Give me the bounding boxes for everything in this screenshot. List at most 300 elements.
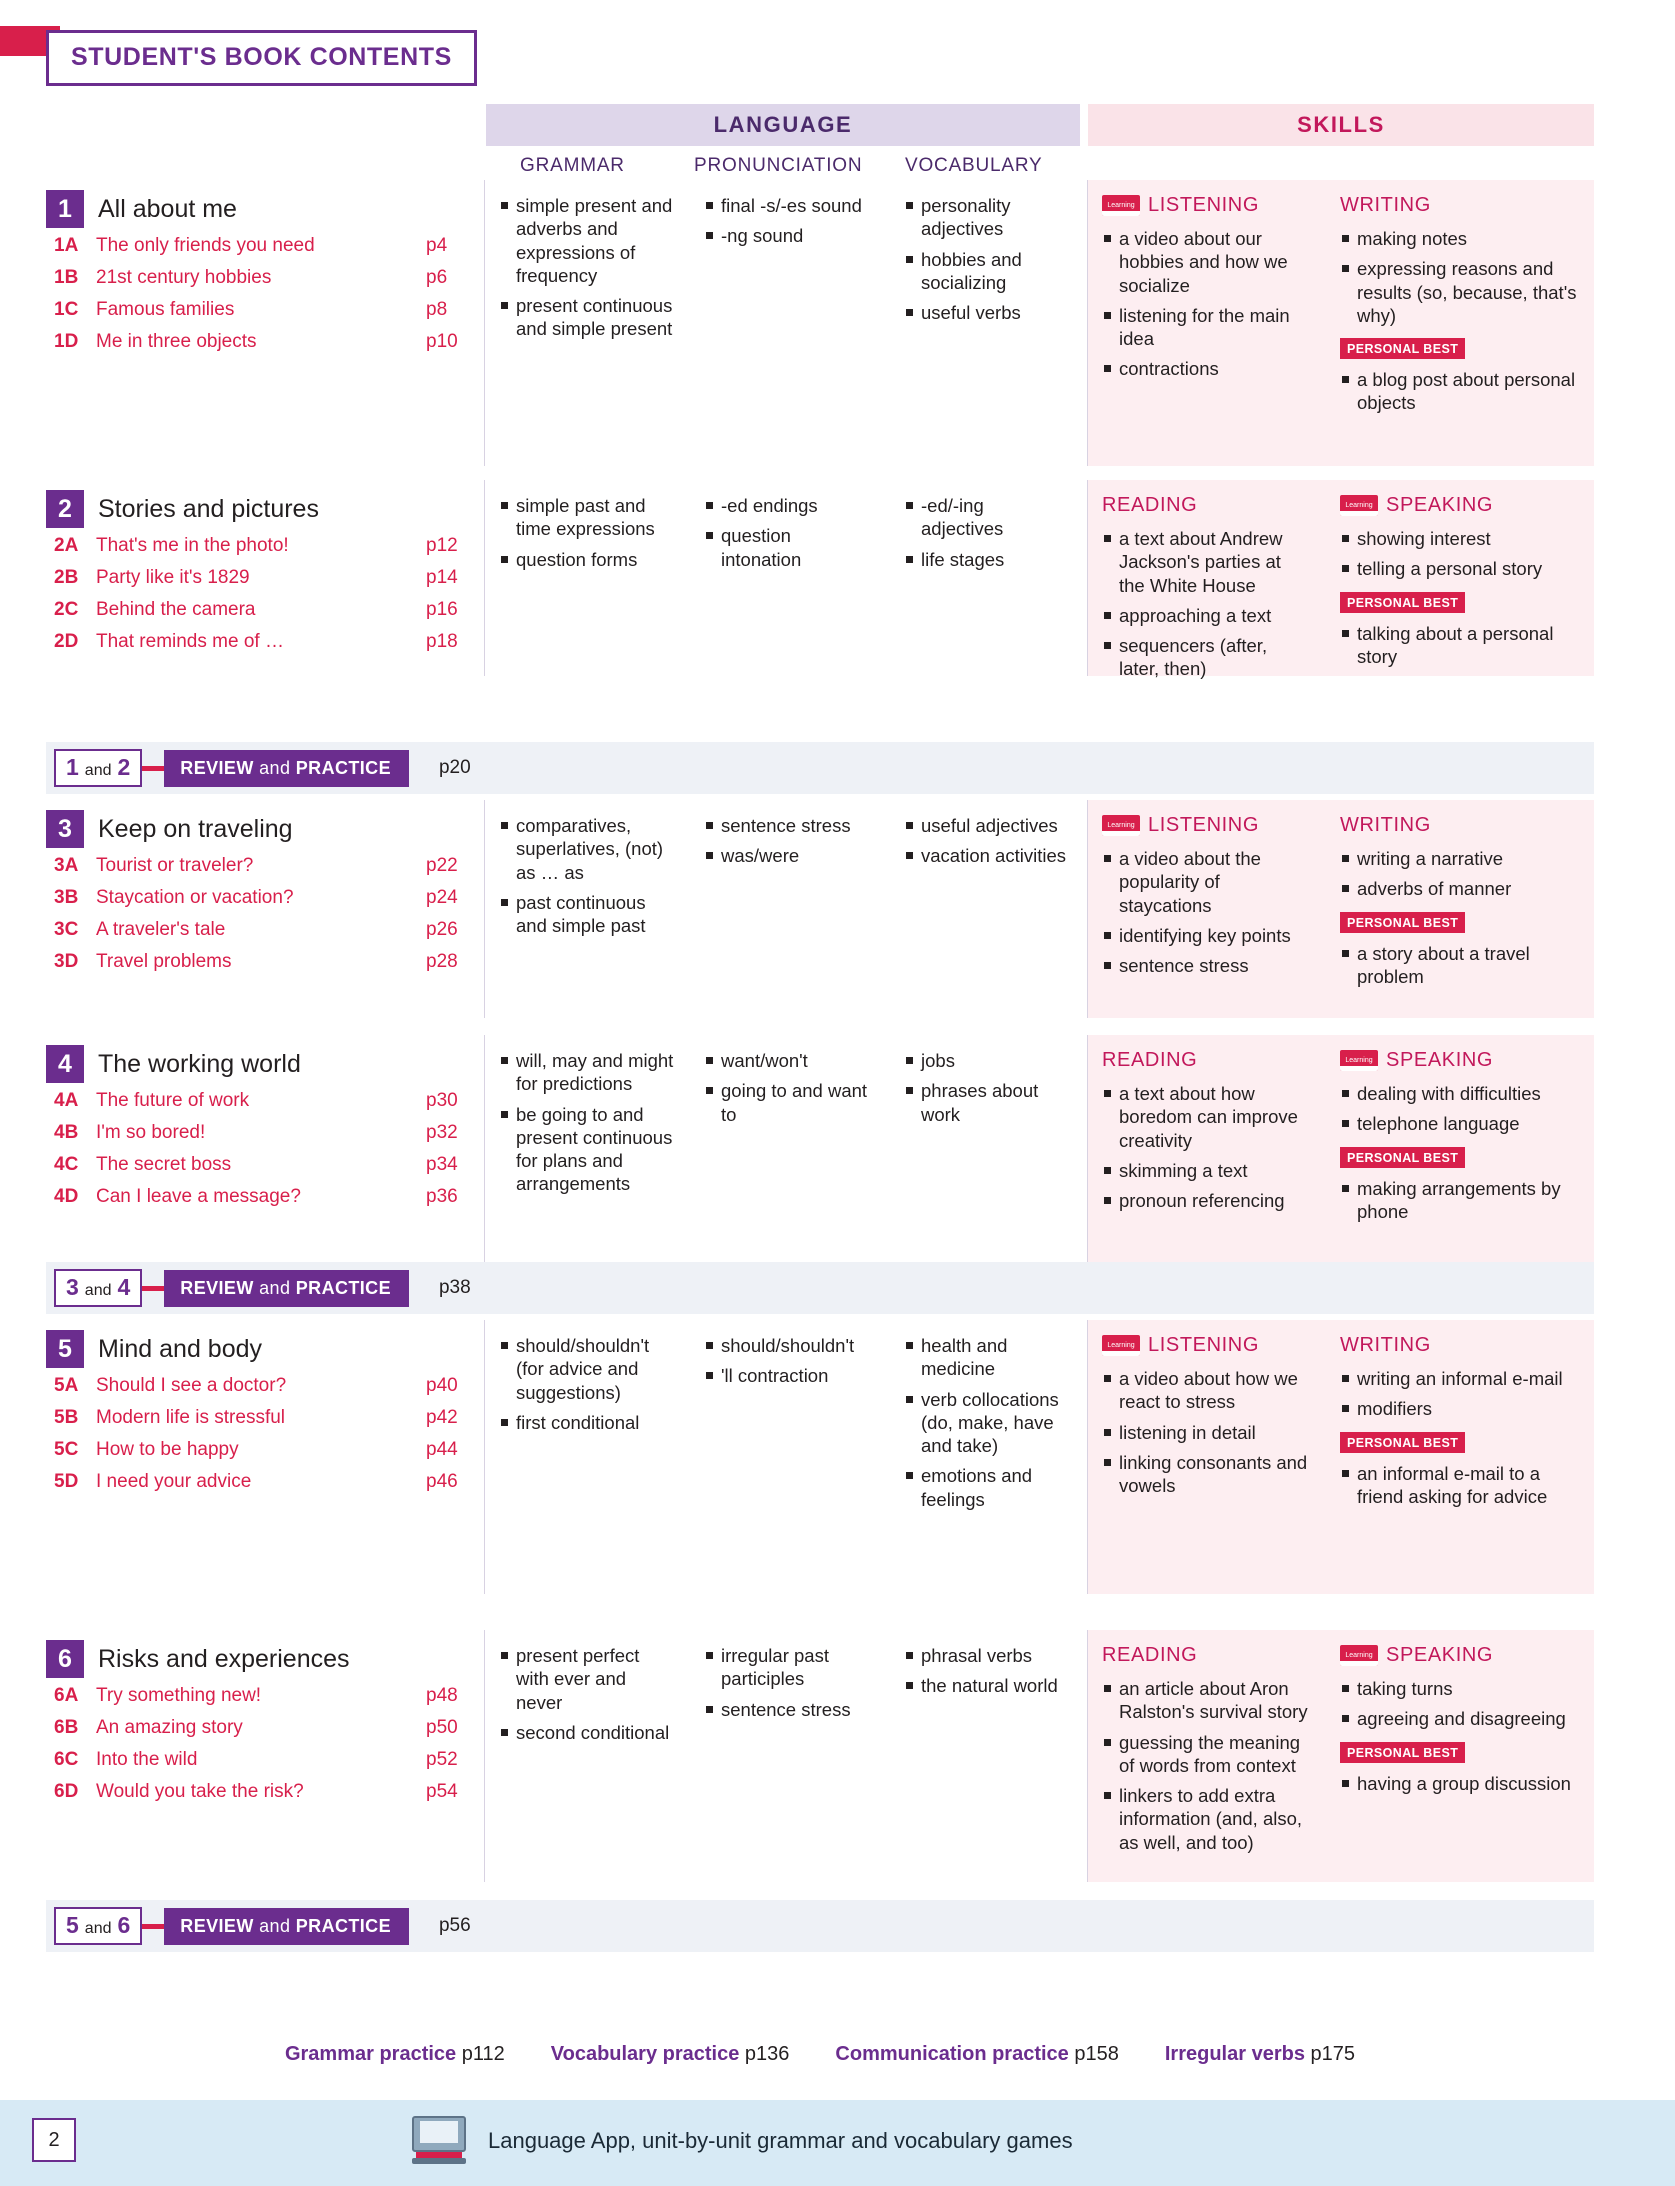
review-and-practice-row[interactable]: [46, 742, 1594, 794]
column-header-vocabulary: VOCABULARY: [905, 155, 1043, 176]
lesson-code: 4C: [54, 1153, 79, 1175]
lesson-entry[interactable]: [46, 632, 484, 653]
language-app-icon: [412, 2116, 466, 2164]
practice-link[interactable]: [1165, 2043, 1355, 2066]
lesson-code: 3A: [54, 855, 79, 876]
lesson-title: Into the wild: [96, 1748, 198, 1770]
lesson-page: p46: [426, 1470, 458, 1492]
list-item: sequencers (after, later, then): [1102, 634, 1310, 681]
language-columns: [484, 180, 1088, 466]
lesson-entry[interactable]: [46, 1123, 484, 1144]
lesson-page: p28: [426, 950, 458, 972]
practice-link-page: p175: [1304, 2043, 1356, 2065]
unit-heading: [46, 1045, 484, 1083]
page-title: [46, 30, 477, 86]
list-item: telling a personal story: [1340, 557, 1578, 580]
lesson-title: Would you take the risk?: [96, 1780, 304, 1802]
video-badge-icon: Learning: [1340, 1645, 1378, 1666]
practice-link[interactable]: [551, 2043, 790, 2066]
unit-heading: [46, 1330, 484, 1368]
skill-label-text: WRITING: [1340, 1334, 1431, 1356]
lesson-entry[interactable]: [46, 856, 484, 877]
lesson-title: That reminds me of …: [96, 630, 284, 652]
lesson-page: p44: [426, 1438, 458, 1460]
lesson-entry[interactable]: [46, 268, 484, 289]
vocabulary-cell: [890, 180, 1087, 466]
review-units: [54, 1907, 142, 1945]
practice-word: PRACTICE: [295, 757, 391, 778]
review-and-word: and: [84, 1282, 112, 1299]
list-item: first conditional: [499, 1411, 674, 1434]
skill-heading: [1102, 194, 1310, 217]
skill-label-text: WRITING: [1340, 194, 1431, 216]
list-item: identifying key points: [1102, 924, 1310, 947]
vocabulary-cell: [890, 800, 1087, 1018]
list-item: a text about how boredom can improve creativity: [1102, 1082, 1310, 1152]
unit-summary: [46, 800, 484, 1018]
list-item: -ed/-ing adjectives: [904, 494, 1071, 541]
list-item: personality adjectives: [904, 194, 1071, 241]
list-item: jobs: [904, 1049, 1071, 1072]
lesson-page: p18: [426, 630, 458, 652]
skill-label-text: READING: [1102, 1049, 1198, 1071]
list-item: simple present and adverbs and expressions of frequency: [499, 194, 674, 287]
personal-best-badge: PERSONAL BEST: [1340, 1742, 1465, 1763]
lesson-page: p54: [426, 1780, 458, 1802]
review-word: REVIEW: [180, 1277, 254, 1298]
unit-title: All about me: [98, 194, 237, 223]
vocabulary-cell: [890, 1320, 1087, 1594]
personal-best-task: making arrangements by phone: [1340, 1177, 1578, 1224]
list-item: irregular past participles: [704, 1644, 874, 1691]
personal-best-task: a story about a travel problem: [1340, 942, 1578, 989]
personal-best-badge: PERSONAL BEST: [1340, 338, 1465, 359]
unit-summary: [46, 180, 484, 466]
lesson-code: 1B: [54, 266, 79, 288]
list-item: adverbs of manner: [1340, 877, 1578, 900]
practice-link-label: Communication practice: [835, 2043, 1069, 2065]
video-badge-icon: Learning: [1340, 1050, 1378, 1071]
unit-summary: [46, 1320, 484, 1594]
video-badge-icon: Learning: [1102, 1335, 1140, 1356]
list-item: writing an informal e-mail: [1340, 1367, 1578, 1390]
band-language: [486, 104, 1080, 146]
review-dash-accent: [142, 1924, 164, 1929]
page-title-text: STUDENT'S BOOK CONTENTS: [71, 43, 452, 71]
lesson-page: p26: [426, 918, 458, 940]
lesson-code: 6A: [54, 1685, 79, 1706]
skill-label-text: SPEAKING: [1386, 494, 1494, 516]
skill-label-text: LISTENING: [1148, 1334, 1259, 1356]
unit-title: Keep on traveling: [98, 814, 293, 843]
review-label: [164, 1908, 409, 1945]
lesson-code: 5D: [54, 1470, 79, 1492]
list-item: useful adjectives: [904, 814, 1071, 837]
list-item: pronoun referencing: [1102, 1189, 1310, 1212]
lesson-title: The future of work: [96, 1090, 250, 1111]
list-item: going to and want to: [704, 1079, 874, 1126]
personal-best-task: an informal e-mail to a friend asking for advice: [1340, 1462, 1578, 1509]
list-item: listening in detail: [1102, 1421, 1310, 1444]
video-badge-icon: Learning: [1340, 495, 1378, 516]
review-unit-first: 1: [66, 754, 79, 780]
list-item: linkers to add extra information (and, also, as well, and too): [1102, 1784, 1310, 1854]
practice-link[interactable]: [285, 2043, 505, 2066]
skill-heading: [1340, 194, 1578, 217]
lesson-page: p4: [426, 235, 448, 256]
review-and-practice-row[interactable]: [46, 1262, 1594, 1314]
lesson-title: A traveler's tale: [96, 918, 226, 940]
practice-link[interactable]: [835, 2043, 1118, 2066]
unit-row: [46, 1630, 1594, 1882]
list-item: making notes: [1340, 227, 1578, 250]
lesson-entry[interactable]: [46, 600, 484, 621]
list-item: will, may and might for predictions: [499, 1049, 674, 1096]
list-item: comparatives, superlatives, (not) as … as: [499, 814, 674, 884]
personal-best-badge: PERSONAL BEST: [1340, 1147, 1465, 1168]
productive-skill-cell: [1326, 800, 1594, 1018]
practice-link-page: p158: [1068, 2043, 1119, 2065]
grammar-cell: [485, 1320, 690, 1594]
footer-text: Language App, unit-by-unit grammar and vocabulary games: [488, 2128, 1073, 2153]
list-item: question intonation: [704, 524, 874, 571]
pronunciation-cell: [690, 180, 890, 466]
skill-heading: [1340, 1049, 1578, 1072]
list-item: contractions: [1102, 357, 1310, 380]
lesson-title: Famous families: [96, 298, 235, 320]
list-item: a video about the popularity of staycations: [1102, 847, 1310, 917]
lesson-title: I need your advice: [96, 1470, 252, 1492]
unit-number: 4: [46, 1045, 84, 1083]
lesson-entry[interactable]: [46, 536, 484, 557]
practice-links: [46, 2043, 1594, 2066]
review-and-word: and: [84, 1920, 112, 1937]
unit-heading: [46, 490, 484, 528]
review-label: [164, 1270, 409, 1307]
list-item: a text about Andrew Jackson's parties at the White House: [1102, 527, 1310, 597]
list-item: phrasal verbs: [904, 1644, 1071, 1667]
band-language-label: LANGUAGE: [713, 112, 853, 137]
list-item: showing interest: [1340, 527, 1578, 550]
lesson-code: 3D: [54, 950, 79, 972]
review-and-word-2: and: [253, 757, 296, 778]
skill-label-text: LISTENING: [1148, 814, 1259, 836]
unit-heading: [46, 810, 484, 848]
review-units: [54, 1269, 142, 1307]
list-item: 'll contraction: [704, 1364, 874, 1387]
lesson-code: 1C: [54, 298, 79, 320]
language-columns: [484, 800, 1088, 1018]
productive-skill-cell: [1326, 1320, 1594, 1594]
skills-columns: [1088, 480, 1594, 680]
lesson-page: p24: [426, 886, 458, 908]
list-item: sentence stress: [704, 1698, 874, 1721]
receptive-skill-cell: [1088, 1630, 1326, 1882]
skill-heading: [1102, 494, 1310, 517]
lesson-title: Modern life is stressful: [96, 1406, 286, 1428]
list-item: second conditional: [499, 1721, 674, 1744]
review-and-practice-row[interactable]: [46, 1900, 1594, 1952]
lesson-code: 2A: [54, 535, 79, 556]
lesson-page: p6: [426, 266, 448, 288]
lesson-entry[interactable]: [46, 920, 484, 941]
review-and-word-2: and: [253, 1277, 296, 1298]
lesson-title: Travel problems: [96, 950, 232, 972]
list-item: an article about Aron Ralston's survival story: [1102, 1677, 1310, 1724]
skill-heading: [1340, 814, 1578, 837]
review-units: [54, 749, 142, 787]
list-item: a video about our hobbies and how we socialize: [1102, 227, 1310, 297]
list-item: sentence stress: [704, 814, 874, 837]
pronunciation-cell: [690, 800, 890, 1018]
unit-row: [46, 800, 1594, 1018]
grammar-cell: [485, 1630, 690, 1882]
language-columns: [484, 480, 1088, 676]
skill-label-text: LISTENING: [1148, 194, 1259, 216]
list-item: present perfect with ever and never: [499, 1644, 674, 1714]
unit-number: 2: [46, 490, 84, 528]
lesson-page: p16: [426, 598, 458, 620]
lesson-entry[interactable]: [46, 952, 484, 973]
lesson-title: The only friends you need: [96, 235, 315, 256]
list-item: dealing with difficulties: [1340, 1082, 1578, 1105]
review-unit-first: 3: [66, 1274, 79, 1300]
lesson-entry[interactable]: [46, 888, 484, 909]
review-unit-second: 6: [117, 1912, 131, 1938]
lesson-title: How to be happy: [96, 1438, 239, 1460]
list-item: -ed endings: [704, 494, 874, 517]
list-item: should/shouldn't (for advice and suggestions): [499, 1334, 674, 1404]
skill-heading: [1102, 814, 1310, 837]
page-number: 2: [32, 2118, 76, 2162]
review-page: p56: [438, 1915, 471, 1936]
lesson-code: 6B: [54, 1716, 79, 1738]
unit-row: [46, 480, 1594, 680]
lesson-title: Party like it's 1829: [96, 566, 250, 588]
lesson-page: p40: [426, 1375, 458, 1396]
list-item: hobbies and socializing: [904, 248, 1071, 295]
receptive-skill-cell: [1088, 1320, 1326, 1594]
list-item: a video about how we react to stress: [1102, 1367, 1310, 1414]
list-item: linking consonants and vowels: [1102, 1451, 1310, 1498]
lesson-code: 5C: [54, 1438, 79, 1460]
unit-heading: [46, 1640, 484, 1678]
unit-number: 1: [46, 190, 84, 228]
lesson-title: Should I see a doctor?: [96, 1375, 287, 1396]
lesson-entry[interactable]: [46, 1187, 484, 1208]
lesson-page: p22: [426, 855, 458, 876]
lesson-code: 2D: [54, 630, 79, 652]
lesson-title: Staycation or vacation?: [96, 886, 294, 908]
review-label: [164, 750, 409, 787]
practice-word: PRACTICE: [295, 1915, 391, 1936]
grammar-cell: [485, 800, 690, 1018]
lesson-page: p14: [426, 566, 458, 588]
unit-title: Stories and pictures: [98, 494, 319, 523]
receptive-skill-cell: [1088, 800, 1326, 1018]
skill-heading: [1102, 1049, 1310, 1072]
productive-skill-cell: [1326, 180, 1594, 466]
lesson-page: p52: [426, 1748, 458, 1770]
column-header-grammar: GRAMMAR: [520, 155, 625, 176]
list-item: telephone language: [1340, 1112, 1578, 1135]
practice-link-label: Irregular verbs: [1164, 2043, 1305, 2065]
lesson-page: p48: [426, 1685, 458, 1706]
lesson-code: 2B: [54, 566, 79, 588]
list-item: life stages: [904, 548, 1071, 571]
skill-label-text: SPEAKING: [1386, 1644, 1494, 1666]
vocabulary-cell: [890, 480, 1087, 676]
list-item: be going to and present continuous for plans and arrangements: [499, 1103, 674, 1196]
lesson-code: 3B: [54, 886, 79, 908]
list-item: present continuous and simple present: [499, 294, 674, 341]
personal-best-badge: PERSONAL BEST: [1340, 912, 1465, 933]
lesson-entry[interactable]: [46, 568, 484, 589]
lesson-page: p10: [426, 330, 458, 352]
personal-best-task: a blog post about personal objects: [1340, 368, 1578, 415]
list-item: taking turns: [1340, 1677, 1578, 1700]
skills-columns: [1088, 180, 1594, 466]
list-item: -ng sound: [704, 224, 874, 247]
lesson-entry[interactable]: [46, 1440, 484, 1461]
skill-heading: [1340, 494, 1578, 517]
receptive-skill-cell: [1088, 480, 1326, 680]
practice-word: PRACTICE: [295, 1277, 391, 1298]
lesson-entry[interactable]: [46, 1718, 484, 1739]
lesson-page: p30: [426, 1090, 458, 1111]
practice-link-page: p136: [739, 2043, 790, 2065]
skill-label-text: SPEAKING: [1386, 1049, 1494, 1071]
lesson-page: p50: [426, 1716, 458, 1738]
unit-summary: [46, 1630, 484, 1882]
productive-skill-cell: [1326, 1630, 1594, 1882]
list-item: final -s/-es sound: [704, 194, 874, 217]
lesson-code: 1A: [54, 235, 79, 256]
band-skills: [1088, 104, 1594, 146]
lesson-entry[interactable]: [46, 332, 484, 353]
lesson-page: p34: [426, 1153, 458, 1175]
list-item: health and medicine: [904, 1334, 1071, 1381]
column-header-pronunciation: PRONUNCIATION: [694, 155, 863, 176]
lesson-page: p12: [426, 535, 458, 556]
language-columns: [484, 1320, 1088, 1594]
skill-heading: [1102, 1644, 1310, 1667]
list-item: agreeing and disagreeing: [1340, 1707, 1578, 1730]
review-unit-second: 2: [117, 754, 131, 780]
review-unit-second: 4: [117, 1274, 131, 1300]
list-item: past continuous and simple past: [499, 891, 674, 938]
list-item: listening for the main idea: [1102, 304, 1310, 351]
lesson-entry[interactable]: [46, 1750, 484, 1771]
list-item: should/shouldn't: [704, 1334, 874, 1357]
list-item: useful verbs: [904, 301, 1071, 324]
lesson-entry[interactable]: [46, 1472, 484, 1493]
pronunciation-cell: [690, 480, 890, 676]
unit-row: [46, 180, 1594, 466]
list-item: vacation activities: [904, 844, 1071, 867]
review-dash-accent: [142, 1286, 164, 1291]
review-unit-first: 5: [66, 1912, 79, 1938]
lesson-entry[interactable]: [46, 1091, 484, 1112]
lesson-entry[interactable]: [46, 1155, 484, 1176]
review-page: p20: [438, 757, 471, 778]
review-and-word-2: and: [253, 1915, 296, 1936]
list-item: skimming a text: [1102, 1159, 1310, 1182]
lesson-title: Me in three objects: [96, 330, 257, 352]
lesson-page: p32: [426, 1121, 458, 1143]
pronunciation-cell: [690, 1320, 890, 1594]
list-item: phrases about work: [904, 1079, 1071, 1126]
lesson-code: 6D: [54, 1780, 79, 1802]
lesson-page: p8: [426, 298, 448, 320]
lesson-title: Behind the camera: [96, 598, 256, 620]
unit-title: Mind and body: [98, 1334, 263, 1363]
list-item: approaching a text: [1102, 604, 1310, 627]
unit-number: 5: [46, 1330, 84, 1368]
lesson-title: I'm so bored!: [96, 1121, 206, 1143]
lesson-page: p36: [426, 1185, 458, 1207]
skills-columns: [1088, 1630, 1594, 1882]
lesson-code: 6C: [54, 1748, 79, 1770]
personal-best-task: having a group discussion: [1340, 1772, 1578, 1795]
grammar-cell: [485, 480, 690, 676]
lesson-title: The secret boss: [96, 1153, 232, 1175]
unit-row: [46, 1320, 1594, 1594]
lesson-code: 4A: [54, 1090, 79, 1111]
lesson-entry[interactable]: [46, 236, 484, 257]
personal-best-badge: PERSONAL BEST: [1340, 1432, 1465, 1453]
productive-skill-cell: [1326, 480, 1594, 676]
unit-number: 3: [46, 810, 84, 848]
band-skills-label: SKILLS: [1297, 112, 1385, 137]
lesson-code: 4B: [54, 1121, 79, 1143]
receptive-skill-cell: [1088, 180, 1326, 466]
list-item: modifiers: [1340, 1397, 1578, 1420]
list-item: was/were: [704, 844, 874, 867]
lesson-entry[interactable]: [46, 1782, 484, 1803]
skill-label-text: WRITING: [1340, 814, 1431, 836]
lesson-entry[interactable]: [46, 300, 484, 321]
lesson-title: Try something new!: [96, 1685, 262, 1706]
grammar-cell: [485, 180, 690, 466]
unit-title: Risks and experiences: [98, 1644, 350, 1673]
skills-columns: [1088, 1320, 1594, 1594]
lesson-code: 2C: [54, 598, 79, 620]
lesson-entry[interactable]: [46, 1408, 484, 1429]
list-item: sentence stress: [1102, 954, 1310, 977]
review-word: REVIEW: [180, 1915, 254, 1936]
lesson-page: p42: [426, 1406, 458, 1428]
practice-link-label: Grammar practice: [284, 2043, 457, 2065]
practice-link-label: Vocabulary practice: [550, 2043, 740, 2065]
video-badge-icon: Learning: [1102, 195, 1140, 216]
review-page: p38: [438, 1277, 471, 1298]
lesson-title: An amazing story: [96, 1716, 243, 1738]
list-item: emotions and feelings: [904, 1464, 1071, 1511]
pronunciation-cell: [690, 1630, 890, 1882]
skill-heading: [1102, 1334, 1310, 1357]
lesson-title: That's me in the photo!: [96, 535, 289, 556]
skills-columns: [1088, 800, 1594, 1018]
lesson-entry[interactable]: [46, 1686, 484, 1707]
lesson-code: 4D: [54, 1185, 79, 1207]
list-item: verb collocations (do, make, have and take): [904, 1388, 1071, 1458]
lesson-entry[interactable]: [46, 1376, 484, 1397]
skill-label-text: READING: [1102, 1644, 1198, 1666]
lesson-code: 3C: [54, 918, 79, 940]
list-item: the natural world: [904, 1674, 1071, 1697]
unit-number: 6: [46, 1640, 84, 1678]
